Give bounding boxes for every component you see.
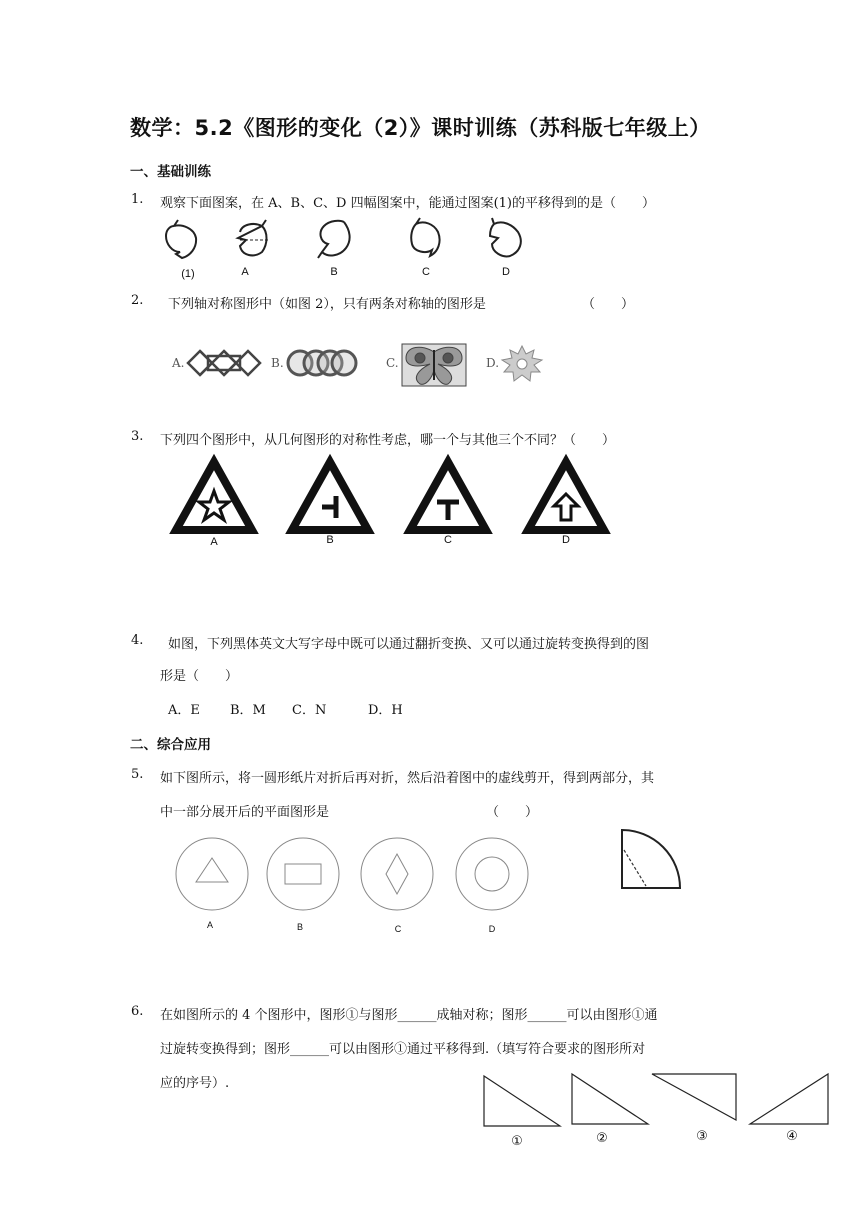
q6-number: 6. — [131, 1004, 144, 1019]
q1-label-d: D — [502, 266, 510, 278]
q6-text-line3: 应的序号）. — [160, 1076, 230, 1091]
q5-number: 5. — [131, 767, 144, 782]
q3-label-a: A — [210, 536, 218, 548]
q5-bracket: （ ） — [486, 805, 539, 820]
q3-label-b: B — [326, 534, 334, 546]
q3-number: 3. — [131, 429, 144, 444]
q4-text-line1: 如图，下列黑体英文大写字母中既可以通过翻折变换、又可以通过旋转变换得到的图 — [168, 637, 650, 652]
q6-triangle-1 — [484, 1076, 560, 1126]
q2-snowflake-figure — [500, 344, 544, 384]
q3-triangle-signs — [170, 458, 620, 538]
q5-folded-paper-figure — [618, 828, 688, 892]
q5-circle-triangle — [176, 838, 248, 910]
q6-label-2: ② — [596, 1131, 608, 1146]
q4-option-b: B．M — [230, 703, 266, 718]
q5-label-b: B — [296, 922, 303, 932]
q3-label-c: C — [444, 534, 452, 546]
q6-triangle-3 — [652, 1074, 736, 1120]
q3-text: 下列四个图形中，从几何图形的对称性考虑，哪一个与其他三个不同？（ ） — [160, 433, 616, 448]
q6-triangle-figures — [480, 1070, 840, 1130]
page-title: 数学：5.2《图形的变化（2）》课时训练（苏科版七年级上） — [130, 116, 711, 140]
q6-triangle-4 — [750, 1074, 828, 1124]
q1-leaf-c — [411, 218, 439, 256]
q1-leaf-figures — [150, 216, 550, 276]
q6-label-3: ③ — [696, 1129, 708, 1144]
q5-circle-diamond — [361, 838, 433, 910]
q1-label-1: (1) — [181, 268, 195, 280]
q4-option-d: D．H — [368, 703, 403, 718]
q2-text: 下列轴对称图形中（如图 2），只有两条对称轴的图形是 — [168, 297, 486, 312]
q1-label-b: B — [330, 266, 338, 278]
q2-label-c: C. — [386, 356, 399, 370]
q5-text-line1: 如下图所示，将一圆形纸片对折后再对折，然后沿着图中的虚线剪开，得到两部分，其 — [160, 771, 655, 786]
q3-label-d: D — [562, 534, 570, 546]
section-heading-basic: 一、基础训练 — [130, 164, 211, 180]
q2-bracket: （ ） — [582, 297, 635, 312]
q3-triangle-t-rotated — [292, 462, 368, 530]
q1-label-a: A — [241, 266, 249, 278]
q2-number: 2. — [131, 293, 144, 308]
q6-label-1: ① — [511, 1134, 523, 1149]
q6-triangle-2 — [572, 1074, 648, 1124]
q6-text-line1: 在如图所示的 4 个图形中，图形①与图形______成轴对称；图形______可以由图形①通 — [160, 1008, 658, 1023]
q2-olympic-rings-figure — [286, 346, 358, 380]
q6-label-4: ④ — [786, 1129, 798, 1144]
q3-triangle-t — [410, 462, 486, 530]
q4-option-a: A．E — [168, 703, 200, 718]
q5-label-c: C — [394, 924, 402, 934]
q2-butterfly-figure — [402, 344, 466, 386]
q3-triangle-arrow — [528, 462, 604, 530]
q5-label-a: A — [206, 920, 213, 930]
q2-chinese-knot-figure — [186, 346, 266, 380]
q1-leaf-original — [166, 220, 196, 258]
q1-leaf-b — [318, 221, 350, 258]
q1-text: 观察下面图案，在 A、B、C、D 四幅图案中，能通过图案(1)的平移得到的是（ ） — [160, 196, 655, 211]
q4-number: 4. — [131, 633, 144, 648]
q1-number: 1. — [131, 192, 144, 207]
q5-text-line2: 中一部分展开后的平面图形是 — [160, 805, 330, 820]
q5-circle-rectangle — [267, 838, 339, 910]
q3-triangle-star — [176, 462, 252, 530]
q2-label-d: D. — [486, 356, 500, 370]
q1-label-c: C — [422, 266, 430, 278]
q1-leaf-a — [238, 220, 270, 255]
section-heading-application: 二、综合应用 — [130, 737, 211, 753]
q5-circle-options — [170, 832, 540, 918]
q4-text-line2: 形是（ ） — [160, 669, 239, 684]
q5-circle-ring — [456, 838, 528, 910]
q2-label-a: A. — [172, 356, 185, 370]
q4-option-c: C．N — [292, 703, 327, 718]
q2-label-b: B. — [271, 356, 284, 370]
q5-label-d: D — [488, 924, 496, 934]
q6-text-line2: 过旋转变换得到；图形______可以由图形①通过平移得到.（填写符合要求的图形所对 — [160, 1042, 646, 1057]
q1-leaf-d — [490, 218, 521, 256]
